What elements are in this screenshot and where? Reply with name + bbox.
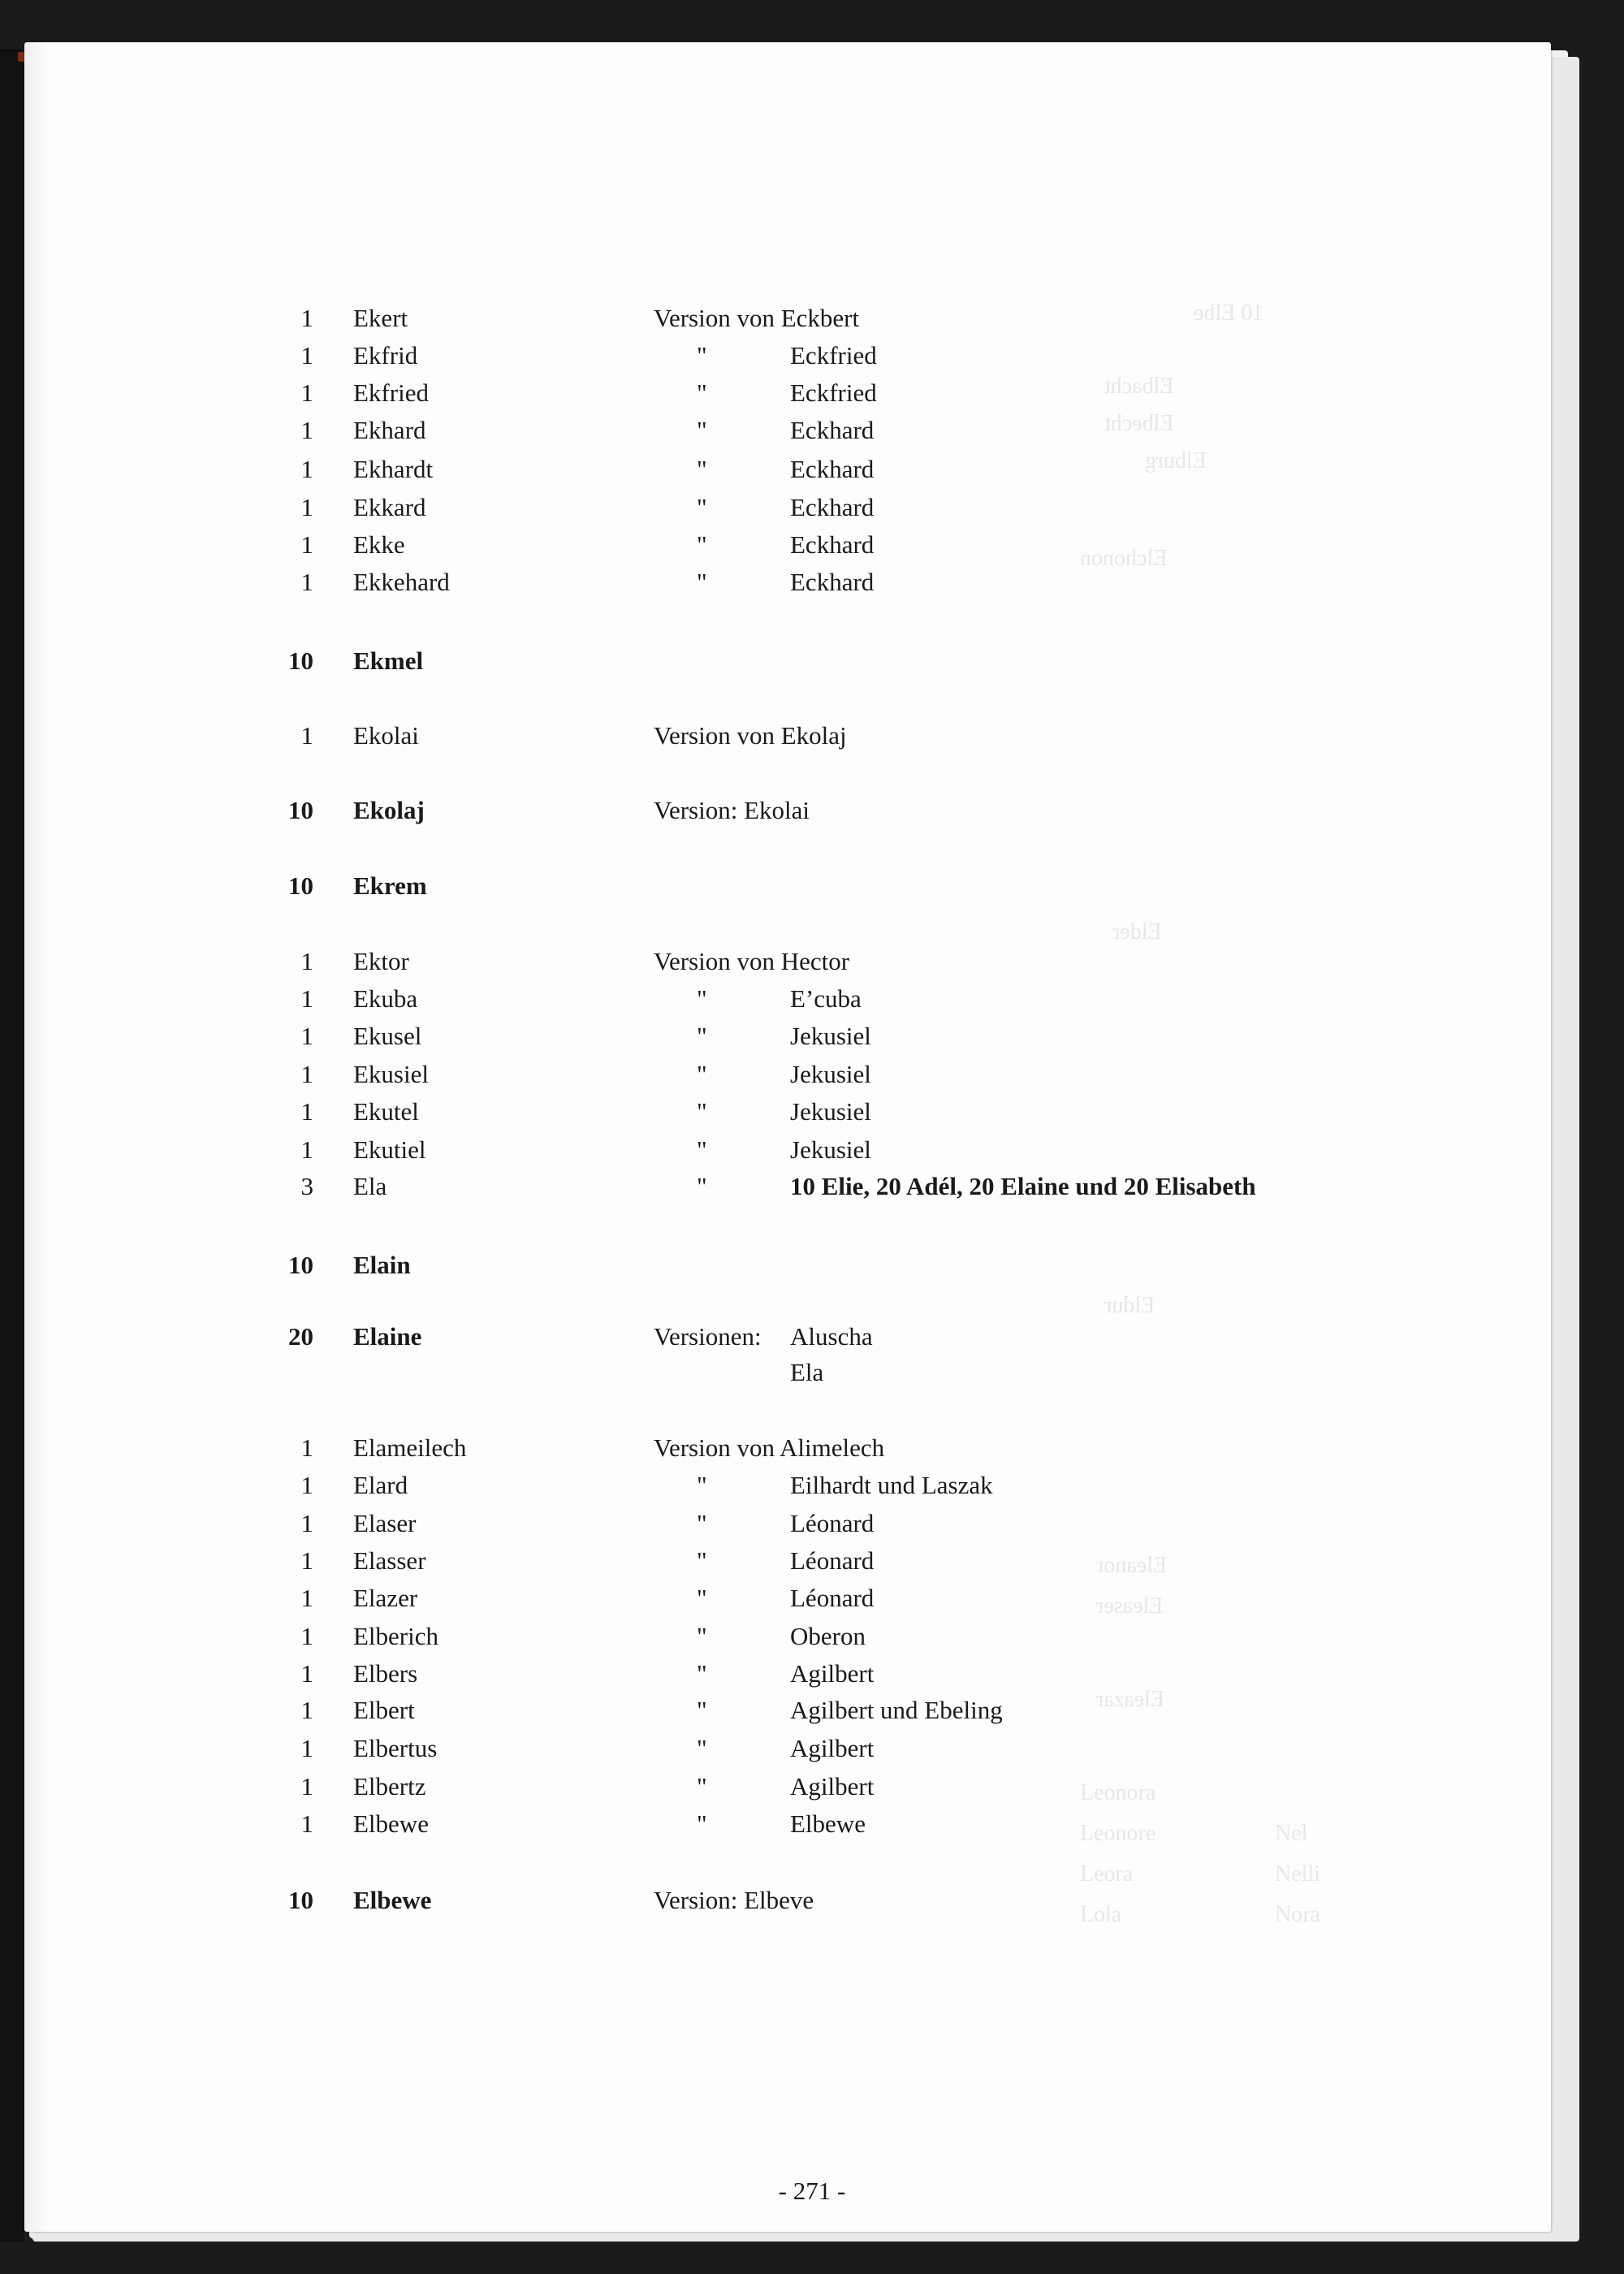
entry-count: 1 (300, 1060, 313, 1088)
list-item (268, 1060, 1324, 1096)
entry-relation: Version von Ekolaj (654, 721, 847, 750)
entry-name: Ekutel (353, 1097, 419, 1126)
entry-name: Elaser (353, 1509, 417, 1537)
entry-name: Elbers (353, 1659, 418, 1688)
entry-target: Oberon (790, 1622, 866, 1650)
ditto-mark: " (697, 416, 707, 444)
show-through: Elder (1112, 919, 1162, 945)
ditto-mark: " (697, 378, 707, 407)
entry-count: 3 (300, 1172, 313, 1200)
entry-target: E’cuba (790, 984, 862, 1013)
show-through: Leora (1080, 1861, 1134, 1887)
entry-count: 1 (300, 1622, 313, 1650)
entry-target: Eckhard (790, 455, 875, 483)
list-item (268, 455, 1324, 491)
entry-count: 1 (300, 493, 313, 521)
entry-target: Aluscha (790, 1322, 873, 1351)
entry-name: Elain (353, 1251, 411, 1279)
show-through: Nora (1275, 1902, 1320, 1927)
ditto-mark: " (697, 1509, 707, 1537)
entry-target: Léonard (790, 1509, 875, 1537)
entry-name: Elasser (353, 1546, 426, 1575)
list-item (268, 1322, 1324, 1358)
entry-relation: Version von Alimelech (654, 1433, 885, 1462)
entry-target: Eilhardt und Laszak (790, 1471, 993, 1499)
list-item (268, 721, 1324, 757)
list-item (268, 1172, 1324, 1208)
list-item (268, 1734, 1324, 1770)
entry-target: Agilbert (790, 1659, 875, 1688)
list-item (268, 796, 1324, 832)
entry-count: 1 (300, 1097, 313, 1126)
list-item (268, 1509, 1324, 1545)
list-item (268, 1809, 1324, 1845)
entry-name: Ektor (353, 947, 409, 975)
list-item (268, 646, 1324, 682)
list-item (268, 341, 1324, 377)
show-through: Eleazar (1096, 1687, 1164, 1712)
entry-target: Agilbert und Ebeling (790, 1696, 1003, 1724)
list-item (268, 947, 1324, 983)
list-item (268, 1772, 1324, 1808)
entry-name: Ekke (353, 530, 405, 559)
ditto-mark: " (697, 1772, 707, 1801)
show-through: 10 Elbe (1194, 300, 1264, 326)
entry-name: Elbewe (353, 1886, 432, 1914)
entry-name: Ekrem (353, 871, 427, 900)
entry-relation: Version von Hector (654, 947, 850, 975)
entry-relation: Versionen: (654, 1322, 762, 1351)
list-item (268, 1097, 1324, 1133)
list-item (268, 1251, 1324, 1286)
entry-count: 1 (300, 1022, 313, 1050)
show-through: Eldur (1104, 1293, 1155, 1318)
entry-name: Ekhard (353, 416, 426, 444)
ditto-mark: " (697, 1172, 707, 1200)
entry-target: Eckfried (790, 378, 877, 407)
list-item (268, 1433, 1324, 1469)
show-through: Leonore (1080, 1821, 1156, 1846)
list-item (268, 1022, 1324, 1057)
list-item (268, 416, 1324, 452)
entry-count: 1 (300, 1471, 313, 1499)
list-item (268, 1584, 1324, 1619)
list-item (268, 1696, 1324, 1731)
entry-count: 1 (300, 341, 313, 370)
ditto-mark: " (697, 1060, 707, 1088)
entry-name: Ekhardt (353, 455, 434, 483)
list-item (268, 530, 1324, 566)
ditto-mark: " (697, 1022, 707, 1050)
list-item (268, 1358, 1324, 1394)
show-through: Elbecht (1104, 411, 1174, 436)
entry-name: Elbertus (353, 1734, 438, 1762)
show-through: Nel (1275, 1821, 1308, 1846)
list-item (268, 984, 1324, 1020)
entry-target: Jekusiel (790, 1060, 871, 1088)
entry-target: Léonard (790, 1546, 875, 1575)
entry-name: Ekfried (353, 378, 429, 407)
list-item (268, 378, 1324, 414)
entry-target: Eckhard (790, 493, 875, 521)
entry-count: 1 (300, 1509, 313, 1537)
entry-target: 10 Elie, 20 Adél, 20 Elaine und 20 Elisabeth (790, 1172, 1256, 1200)
entry-name: Ekfrid (353, 341, 418, 370)
list-item (268, 871, 1324, 907)
entry-target: Léonard (790, 1584, 875, 1612)
ditto-mark: " (697, 341, 707, 370)
show-through: Nelli (1275, 1861, 1320, 1887)
entry-name: Ekkehard (353, 568, 450, 596)
ditto-mark: " (697, 530, 707, 559)
ditto-mark: " (697, 1659, 707, 1688)
entry-count: 1 (300, 1696, 313, 1724)
list-item (268, 1546, 1324, 1582)
entry-count: 10 (288, 1886, 313, 1914)
entry-count: 1 (300, 1584, 313, 1612)
entry-count: 1 (300, 1734, 313, 1762)
ditto-mark: " (697, 1546, 707, 1575)
entry-target: Eckfried (790, 341, 877, 370)
entry-count: 1 (300, 1135, 313, 1164)
entry-name: Ekuba (353, 984, 418, 1013)
entry-name: Ekolai (353, 721, 419, 750)
entry-target: Eckhard (790, 568, 875, 596)
entry-count: 1 (300, 455, 313, 483)
show-through: Lola (1080, 1902, 1122, 1927)
entry-target: Jekusiel (790, 1097, 871, 1126)
entry-name: Ekolaj (353, 796, 425, 824)
entry-name: Elberich (353, 1622, 439, 1650)
list-item (268, 493, 1324, 529)
entry-count: 1 (300, 1809, 313, 1838)
ditto-mark: " (697, 1135, 707, 1164)
list-item (268, 1622, 1324, 1658)
entry-count: 10 (288, 871, 313, 900)
list-item (268, 304, 1324, 339)
entry-target: Jekusiel (790, 1022, 871, 1050)
list-item (268, 1659, 1324, 1695)
entry-name: Elbewe (353, 1809, 429, 1838)
entry-name: Elbert (353, 1696, 415, 1724)
entry-name: Ekusiel (353, 1060, 429, 1088)
entry-relation: Version: Elbeve (654, 1886, 814, 1914)
entry-name: Elard (353, 1471, 408, 1499)
list-item (268, 1135, 1324, 1171)
entry-count: 1 (300, 378, 313, 407)
ditto-mark: " (697, 1734, 707, 1762)
ditto-mark: " (697, 1097, 707, 1126)
entry-count: 10 (288, 796, 313, 824)
entry-count: 20 (288, 1322, 313, 1351)
entry-count: 1 (300, 1659, 313, 1688)
list-item (268, 1886, 1324, 1922)
list-item (268, 568, 1324, 603)
entry-count: 1 (300, 1772, 313, 1801)
entry-count: 10 (288, 1251, 313, 1279)
list-item (268, 1471, 1324, 1507)
show-through: Elburg (1145, 448, 1207, 473)
entry-name: Elbertz (353, 1772, 426, 1801)
ditto-mark: " (697, 1622, 707, 1650)
entry-count: 1 (300, 304, 313, 332)
entry-count: 10 (288, 646, 313, 675)
entry-target: Eckhard (790, 416, 875, 444)
entry-name: Elameilech (353, 1433, 467, 1462)
show-through: Eleanor (1096, 1553, 1168, 1578)
ditto-mark: " (697, 1696, 707, 1724)
entry-count: 1 (300, 721, 313, 750)
entry-name: Elaine (353, 1322, 422, 1351)
entry-count: 1 (300, 568, 313, 596)
page-number: - 271 - (778, 2177, 846, 2205)
entry-relation: Version von Eckbert (654, 304, 860, 332)
entry-target: Agilbert (790, 1772, 875, 1801)
entry-count: 1 (300, 416, 313, 444)
ditto-mark: " (697, 1584, 707, 1612)
entry-count: 1 (300, 1546, 313, 1575)
entry-target: Eckhard (790, 530, 875, 559)
entry-count: 1 (300, 984, 313, 1013)
entry-name: Ekutiel (353, 1135, 426, 1164)
entry-name: Ekusel (353, 1022, 422, 1050)
ditto-mark: " (697, 984, 707, 1013)
entry-name: Ekmel (353, 646, 424, 675)
entry-target: Ela (790, 1358, 824, 1386)
show-through: Eleaser (1096, 1593, 1164, 1619)
entry-target: Elbewe (790, 1809, 866, 1838)
ditto-mark: " (697, 455, 707, 483)
entry-relation: Version: Ekolai (654, 796, 810, 824)
entry-name: Ela (353, 1172, 387, 1200)
ditto-mark: " (697, 1471, 707, 1499)
entry-name: Elazer (353, 1584, 418, 1612)
ditto-mark: " (697, 568, 707, 596)
entry-name: Ekert (353, 304, 408, 332)
ditto-mark: " (697, 1809, 707, 1838)
show-through: Elbacht (1104, 374, 1174, 399)
entry-count: 1 (300, 530, 313, 559)
show-through: Leonora (1080, 1780, 1156, 1805)
entry-target: Jekusiel (790, 1135, 871, 1164)
entry-count: 1 (300, 1433, 313, 1462)
entry-name: Ekkard (353, 493, 426, 521)
ditto-mark: " (697, 493, 707, 521)
show-through: Elchonon (1080, 546, 1168, 571)
entry-count: 1 (300, 947, 313, 975)
entry-target: Agilbert (790, 1734, 875, 1762)
